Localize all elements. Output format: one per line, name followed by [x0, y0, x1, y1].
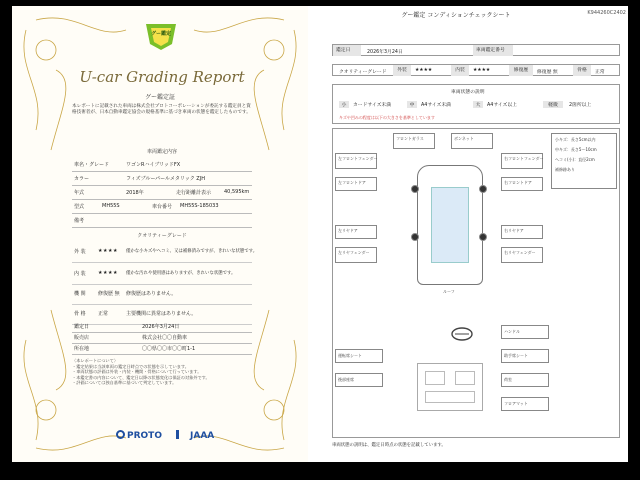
seat-icon — [455, 371, 475, 385]
quality-label: クオリティーグレード — [339, 70, 387, 75]
info-row — [332, 44, 620, 56]
part-box — [335, 153, 377, 169]
vehicle-row — [72, 186, 252, 200]
interior-box — [335, 373, 383, 387]
wheel-icon — [479, 185, 487, 193]
row-value: 株式会社〇〇自動車 — [142, 335, 188, 341]
grading-certificate — [12, 6, 308, 462]
quality-row — [332, 64, 620, 76]
rear-seat-icon — [425, 391, 475, 403]
interior-label: ハンドル — [504, 329, 520, 334]
size-key: 小 — [339, 101, 349, 108]
vehicle-section-title: 車両鑑定内容 — [146, 149, 177, 155]
issue-row — [72, 344, 252, 355]
part-box — [501, 153, 543, 169]
part-box — [501, 225, 543, 239]
grade-extra: 主要機関に異常はありません。 — [126, 311, 197, 317]
row-value: MH55S — [102, 203, 120, 209]
grade-stars: ★★★★ — [98, 270, 118, 276]
row-value: 2018年 — [126, 190, 144, 196]
seat-icon — [425, 371, 445, 385]
part-label: 右フロントフェンダー — [504, 156, 544, 161]
wheel-icon — [411, 185, 419, 193]
quality-item-value: ★★★★ — [473, 68, 491, 73]
interior-label: 助手席シート — [504, 353, 528, 358]
grade-label: 内 装 — [74, 271, 86, 277]
row-label: カラー — [74, 176, 90, 182]
note-line: ・評価については独自基準に基づいて判定しています。 — [72, 380, 177, 386]
size-label: A4サイズ以上 — [487, 103, 517, 108]
sheet-footer: 車両状態の説明は、鑑定日時点の状態を記載しています。 — [332, 443, 446, 448]
condition-check-sheet — [316, 6, 628, 462]
part-box — [393, 133, 435, 149]
row-value: 2026年3月24日 — [142, 324, 180, 330]
part-label: ボンネット — [454, 136, 474, 141]
side-note-box — [551, 133, 617, 189]
side-note: ヘコミ(小)：直径2cm — [555, 157, 595, 162]
grade-desc: 僅かな小キズやヘコミ、又は補修済みですが、きれいな状態です。 — [126, 249, 258, 254]
size-key: 中 — [407, 101, 417, 108]
side-note: 中キズ：長さ5〜10cm — [555, 147, 597, 152]
vehicle-row — [72, 172, 252, 186]
jaaa-logo — [176, 430, 214, 441]
side-note: 補修跡あり — [555, 167, 575, 172]
quality-item-label: 内装 — [451, 65, 469, 76]
badge-icon — [142, 22, 180, 52]
row-value: フィズブルーパールメタリック ZJH — [126, 176, 205, 182]
issue-row — [72, 333, 252, 344]
part-label: 右リヤドア — [504, 228, 524, 233]
interior-box — [501, 349, 549, 363]
grade-desc: 修復歴 無 — [98, 291, 120, 297]
interior-label: 荷室 — [504, 377, 512, 382]
quality-item-label: 修復歴 — [509, 65, 533, 76]
number-label: 車両鑑定番号 — [473, 45, 513, 56]
side-note: 小キズ：長さ5cm以内 — [555, 137, 596, 142]
notes-title: 〈本レポートについて〉 — [72, 358, 118, 363]
quality-section-title: クオリティーグレード — [137, 233, 187, 239]
part-label: ルーフ — [443, 289, 455, 294]
interior-label: フロアマット — [504, 401, 528, 406]
code-key: 軽微 — [543, 101, 563, 108]
legend-title: 車両状態の説明 — [451, 90, 485, 95]
quality-item-value: 修復歴 無 — [537, 70, 558, 75]
row-label: 走行距離計表示 — [176, 190, 212, 196]
part-label: 左フロントドア — [338, 180, 366, 185]
interior-box — [501, 373, 549, 387]
size-key: 大 — [473, 101, 483, 108]
part-label: 左リヤドア — [338, 228, 358, 233]
part-box — [501, 247, 543, 263]
row-value: 40,595km — [224, 189, 250, 195]
row-label: 車名・グレード — [74, 162, 110, 168]
part-box — [335, 225, 377, 239]
vehicle-row — [72, 200, 252, 214]
intro-text: 本レポートに記載された車両は株式会社プロトコーポレーションが委託する鑑定員と資格技術者が、日本自動車鑑定協会の規格基準に基づき車両の状態を鑑定したものです。 — [72, 104, 251, 115]
part-box — [335, 247, 377, 263]
row-label: 車台番号 — [152, 204, 173, 210]
quality-item-value: 正常 — [595, 70, 605, 75]
code-label: 2箇所以上 — [569, 103, 592, 108]
grade-label: 骨 格 — [74, 311, 86, 317]
steering-wheel-icon — [451, 327, 473, 341]
interior-label: 後部座席 — [338, 377, 354, 382]
report-subtitle: グー鑑定証 — [144, 94, 175, 101]
badge-text: グー鑑定 — [150, 31, 171, 37]
grade-desc: 正常 — [98, 311, 109, 317]
sheet-id: K944260C2402 — [587, 10, 626, 16]
grade-row — [72, 242, 258, 263]
row-label: 鑑定日 — [74, 324, 90, 330]
grade-row — [72, 284, 252, 305]
row-label: 備考 — [74, 218, 85, 224]
part-box — [501, 177, 543, 191]
proto-circle-icon — [116, 430, 125, 439]
date-label: 鑑定日 — [333, 45, 361, 56]
grade-label: 外 装 — [74, 249, 86, 255]
row-label: 型式 — [74, 204, 85, 210]
interior-label: 運転席シート — [338, 353, 362, 358]
grade-stars: ★★★★ — [98, 248, 118, 254]
grade-desc: 僅かな汚れや使用感はありますが、きれいな状態です。 — [126, 271, 236, 276]
grade-label: 機 関 — [74, 291, 86, 297]
legend-box — [332, 84, 620, 124]
quality-item-label: 外装 — [393, 65, 411, 76]
vehicle-row — [72, 214, 252, 228]
interior-box — [335, 349, 383, 363]
interior-box — [501, 397, 549, 411]
part-label: 左リヤフェンダー — [338, 250, 370, 255]
issue-row — [72, 322, 252, 333]
vehicle-row — [72, 158, 252, 172]
jaaa-mark-icon — [176, 430, 187, 439]
part-label: 右フロントドア — [504, 180, 532, 185]
part-box — [335, 177, 377, 191]
vehicle-diagram-area — [332, 128, 620, 438]
date-value: 2026年3月24日 — [367, 50, 403, 55]
car-cabin — [431, 187, 469, 263]
size-label: A4サイズ未満 — [421, 103, 451, 108]
row-label: 販売店 — [74, 335, 90, 341]
row-value: 〇〇県〇〇市〇〇町1-1 — [142, 346, 196, 352]
part-box — [451, 133, 493, 149]
goo-appraisal-badge — [142, 22, 180, 52]
note-line: ・本鑑定書の内容について、鑑定日以降の状態変化は保証の対象外です。 — [72, 374, 210, 380]
part-label: 右リヤフェンダー — [504, 250, 536, 255]
report-sheet — [12, 6, 628, 462]
report-notes — [72, 358, 252, 386]
row-label: 年式 — [74, 190, 85, 196]
sheet-title: グー鑑定 コンディションチェックシート — [401, 12, 511, 19]
jaaa-text: JAAA — [190, 431, 215, 441]
grade-row — [72, 264, 252, 285]
wheel-icon — [411, 233, 419, 241]
part-label: フロントガラス — [396, 136, 424, 141]
grade-extra: 修復歴はありません。 — [126, 291, 177, 297]
note-line: ・車両状態の評価は外装・内装・機関・骨格について行っています。 — [72, 369, 202, 375]
legend-note: キズや凹みの程度は以下の大きさを基準としています — [339, 115, 435, 120]
wheel-icon — [479, 233, 487, 241]
row-value: MH55S-185033 — [180, 203, 219, 209]
note-line: ・鑑定結果は当該車両の鑑定日時点での状態を示しています。 — [72, 363, 189, 369]
report-title: U-car Grading Report — [79, 68, 245, 86]
proto-text: PROTO — [127, 431, 162, 441]
row-label: 所在地 — [74, 346, 90, 352]
proto-logo — [116, 430, 162, 441]
row-value: ワゴンRハイブリッドFX — [126, 162, 181, 168]
size-label: カードサイズ未満 — [353, 103, 391, 108]
interior-box — [501, 325, 549, 339]
part-label: 左フロントフェンダー — [338, 156, 378, 161]
quality-item-label: 骨格 — [573, 65, 591, 76]
quality-item-value: ★★★★ — [415, 68, 433, 73]
